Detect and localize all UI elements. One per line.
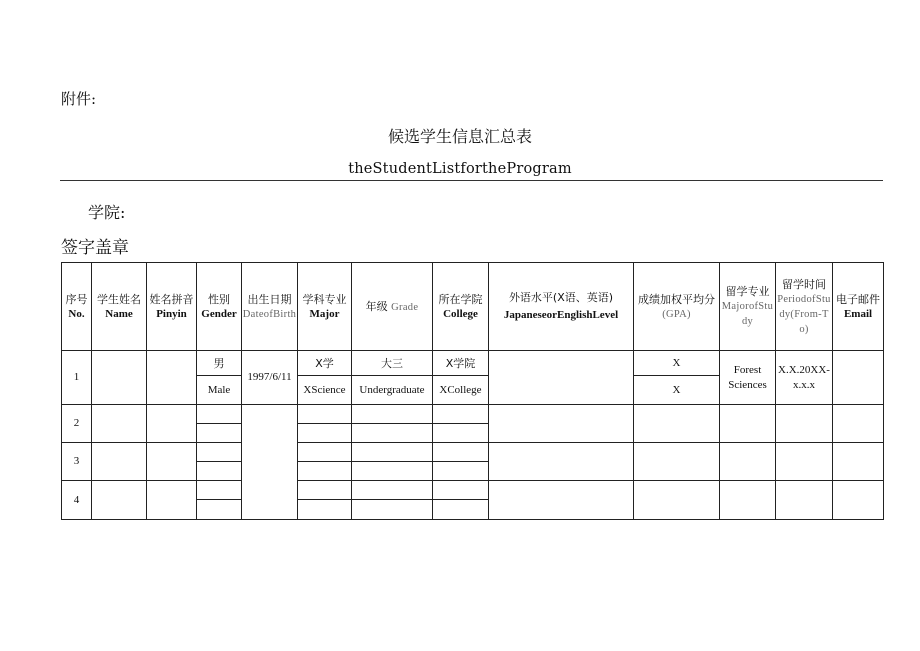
row-gpa-2[interactable]: X (634, 376, 720, 405)
row-email[interactable] (833, 405, 884, 443)
row-grade-cn[interactable] (352, 405, 433, 424)
row-major-en[interactable]: XScience (298, 376, 352, 405)
title-divider (60, 180, 883, 181)
row-name[interactable] (92, 481, 147, 520)
row-study-period[interactable] (776, 405, 833, 443)
row-grade-cn[interactable] (352, 443, 433, 462)
row-name[interactable] (92, 351, 147, 405)
row-email[interactable] (833, 351, 884, 405)
row-pinyin[interactable] (147, 405, 197, 443)
row-study-major[interactable] (720, 443, 776, 481)
table-row (62, 405, 884, 424)
header-pinyin: 姓名拼音 Pinyin (147, 263, 197, 351)
row-college-cn[interactable] (433, 405, 489, 424)
row-gpa[interactable] (634, 405, 720, 443)
row-gender-cn[interactable] (197, 443, 242, 462)
row-gender-en[interactable] (197, 462, 242, 481)
header-grade: 年级 Grade (352, 263, 433, 351)
row-college-en[interactable]: XCollege (433, 376, 489, 405)
row-gender-en[interactable] (197, 424, 242, 443)
row-language-level[interactable] (489, 443, 634, 481)
row-grade-cn[interactable] (352, 481, 433, 500)
row-study-major[interactable] (720, 481, 776, 520)
row-email[interactable] (833, 443, 884, 481)
table-header-row (62, 263, 884, 351)
row-grade-en[interactable] (352, 462, 433, 481)
row-major-en[interactable] (298, 462, 352, 481)
row-name[interactable] (92, 405, 147, 443)
row-grade-en[interactable] (352, 424, 433, 443)
row-college-en[interactable] (433, 462, 489, 481)
row-college-cn[interactable] (433, 443, 489, 462)
row-gender-cn[interactable]: 男 (197, 351, 242, 376)
table-row (62, 481, 884, 500)
college-label: 学院: (88, 203, 126, 222)
row-major-en[interactable] (298, 424, 352, 443)
header-college: 所在学院 College (433, 263, 489, 351)
row-gender-en[interactable]: Male (197, 376, 242, 405)
header-study-period: 留学时间 PeriodofStudy(From-To) (776, 263, 833, 351)
row-language-level[interactable] (489, 351, 634, 405)
row-language-level[interactable] (489, 405, 634, 443)
row-no: 2 (62, 405, 92, 443)
header-name: 学生姓名 Name (92, 263, 147, 351)
row-gender-cn[interactable] (197, 405, 242, 424)
header-study-major: 留学专业 MajorofStudy (720, 263, 776, 351)
table-row (62, 443, 884, 462)
attachment-label: 附件: (61, 90, 97, 108)
row-study-period[interactable] (776, 481, 833, 520)
row-gpa[interactable] (634, 481, 720, 520)
row-grade-cn[interactable]: 大三 (352, 351, 433, 376)
header-gender: 性别 Gender (197, 263, 242, 351)
header-major: 学科专业 Major (298, 263, 352, 351)
row-language-level[interactable] (489, 481, 634, 520)
row-major-cn[interactable]: X学 (298, 351, 352, 376)
row-name[interactable] (92, 443, 147, 481)
row-grade-en[interactable]: Undergraduate (352, 376, 433, 405)
header-no: 序号 No. (62, 263, 92, 351)
row-pinyin[interactable] (147, 351, 197, 405)
row-gender-cn[interactable] (197, 481, 242, 500)
row-major-cn[interactable] (298, 405, 352, 424)
signature-label: 签字盖章 (61, 238, 129, 258)
row-dob-merged[interactable] (242, 405, 298, 520)
row-college-cn[interactable] (433, 481, 489, 500)
row-study-period[interactable] (776, 443, 833, 481)
row-gpa-1[interactable]: X (634, 351, 720, 376)
header-gpa: 成绩加权平均分 (GPA) (634, 263, 720, 351)
row-grade-en[interactable] (352, 500, 433, 520)
row-study-period[interactable]: X.X.20XX-x.x.x (776, 351, 833, 405)
row-college-cn[interactable]: X学院 (433, 351, 489, 376)
student-list-table (61, 262, 884, 520)
row-pinyin[interactable] (147, 443, 197, 481)
row-email[interactable] (833, 481, 884, 520)
row-study-major[interactable]: Forest Sciences (720, 351, 776, 405)
row-dob[interactable]: 1997/6/11 (242, 351, 298, 405)
header-email: 电子邮件 Email (833, 263, 884, 351)
row-major-cn[interactable] (298, 443, 352, 462)
row-no: 1 (62, 351, 92, 405)
row-no: 4 (62, 481, 92, 520)
page-title-cn: 候选学生信息汇总表 (387, 127, 532, 146)
header-dob: 出生日期 DateofBirth (242, 263, 298, 351)
header-language-level: 外语水平(X语、英语) JapaneseorEnglishLevel (489, 263, 634, 351)
row-college-en[interactable] (433, 500, 489, 520)
row-no: 3 (62, 443, 92, 481)
row-gpa[interactable] (634, 443, 720, 481)
row-pinyin[interactable] (147, 481, 197, 520)
table-row (62, 351, 884, 376)
row-major-en[interactable] (298, 500, 352, 520)
row-major-cn[interactable] (298, 481, 352, 500)
row-college-en[interactable] (433, 424, 489, 443)
row-study-major[interactable] (720, 405, 776, 443)
row-gender-en[interactable] (197, 500, 242, 520)
page-title-en: theStudentListfortheProgram (348, 161, 572, 177)
